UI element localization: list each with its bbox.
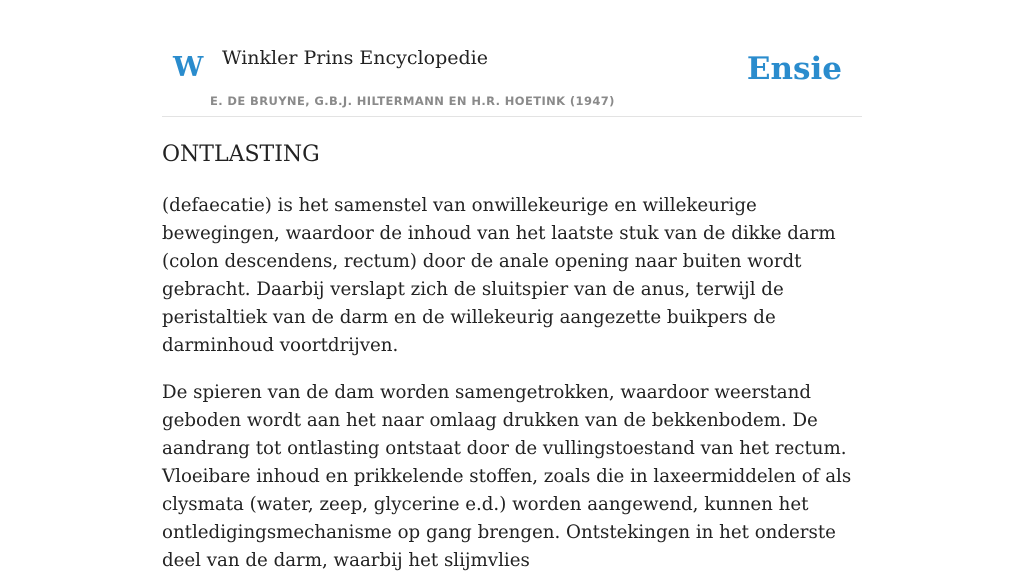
publication-title[interactable]: Winkler Prins Encyclopedie	[222, 47, 488, 69]
site-header	[162, 0, 862, 117]
article-title: ONTLASTING	[162, 142, 320, 167]
publication-authors: E. DE BRUYNE, G.B.J. HILTERMANN EN H.R. HOETINK (1947)	[210, 94, 615, 108]
ensie-brand-logo[interactable]: Ensie	[746, 51, 842, 87]
article-paragraph: (defaecatie) is het samenstel van onwillekeurige en willekeurige bewegingen, waardoor de inhoud van het laatste stuk van de dikke darm (colon descendens, rectum) door de anale opening naar buiten wordt gebracht. Daarbij verslapt zich de sluitspier van de anus, terwijl de peristaltiek van de darm en de willekeurig aangezette buikpers de darminhoud voortdrijven.	[162, 195, 836, 356]
article	[162, 140, 862, 575]
article-paragraph: De spieren van de dam worden samengetrokken, waardoor weerstand geboden wordt aan het naar omlaag drukken van de bekkenbodem. De aandrang tot ontlasting ontstaat door de vullingstoestand van het rectum. Vloeibare inhoud en prikkelende stoffen, zoals die in laxeermiddelen of als clysmata (water, zeep, glycerine e.d.) worden aangewend, kunnen het ontledigingsmechanisme op gang brengen. Ontstekingen in het onderste deel van de darm, waarbij het slijmvlies	[162, 382, 852, 571]
winkler-prins-logo[interactable]: W	[173, 52, 204, 83]
